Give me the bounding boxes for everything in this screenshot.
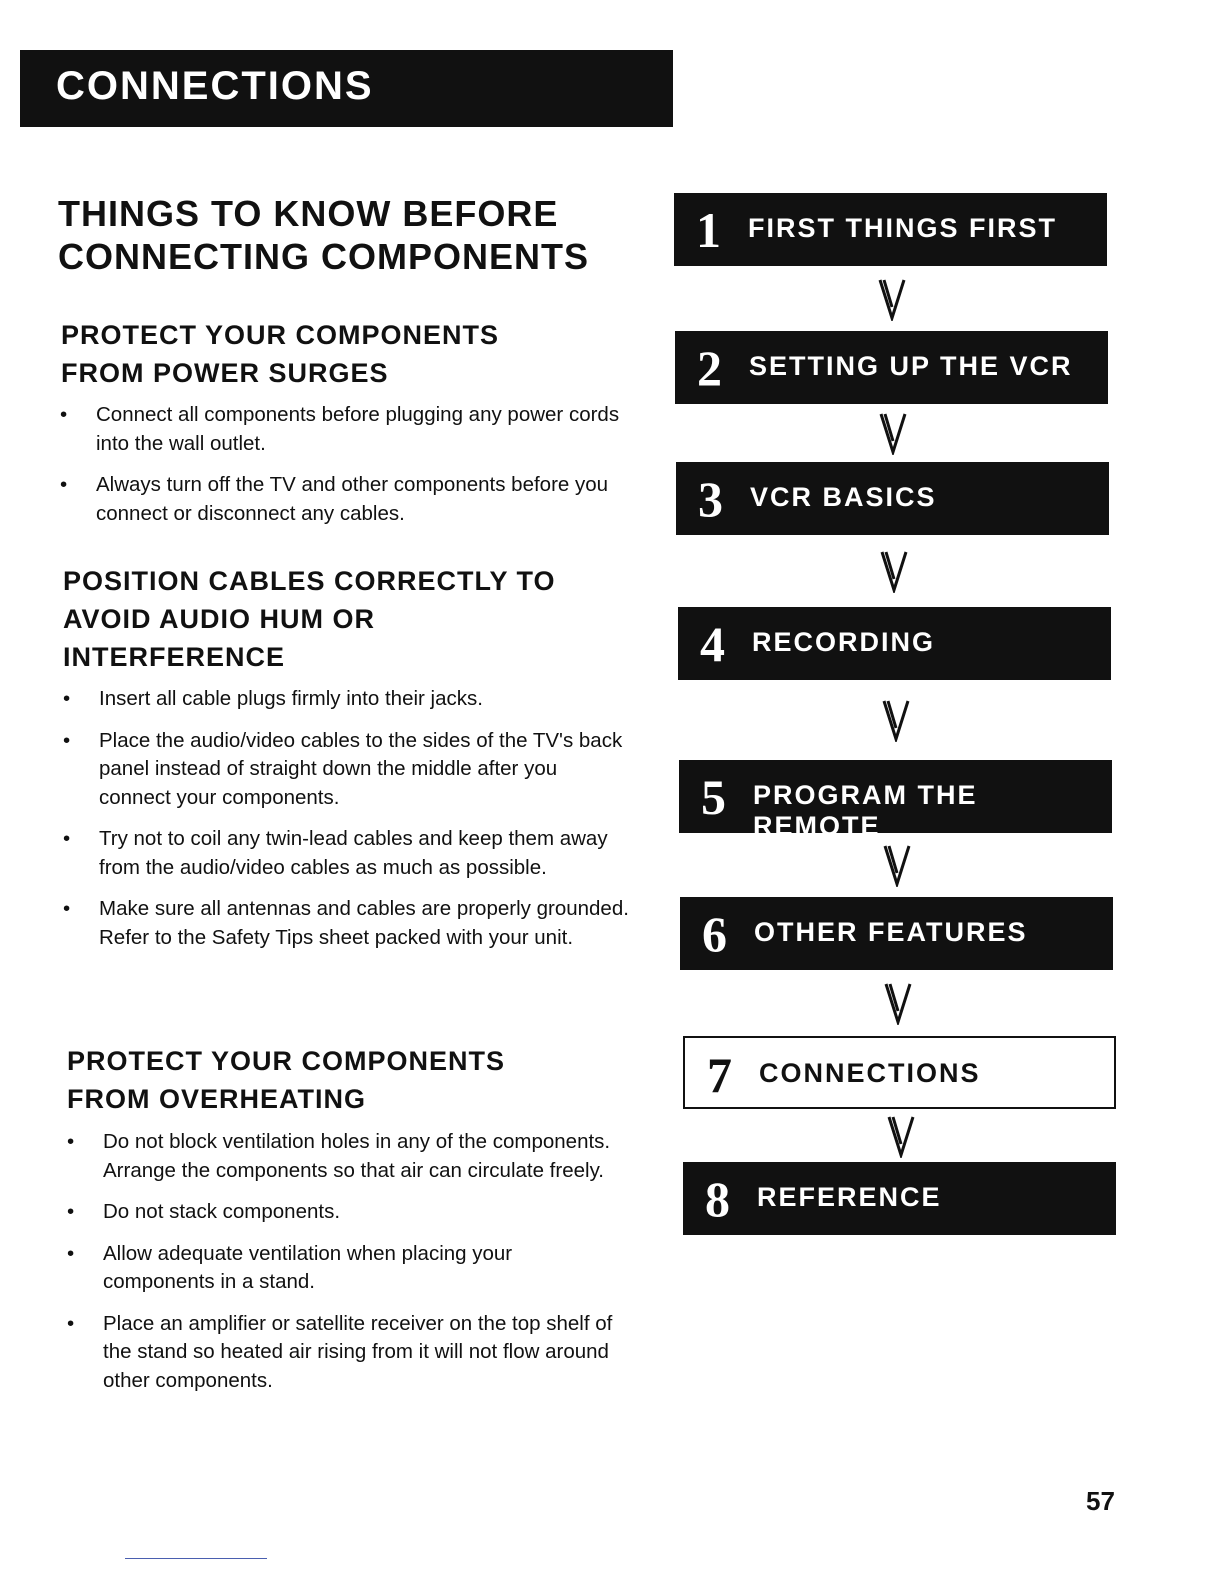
overheating-list — [67, 1128, 627, 1408]
chapter-title: CONNECTIONS — [56, 64, 374, 108]
chapter-step-2[interactable] — [675, 331, 1108, 404]
chapter-step-5[interactable] — [679, 760, 1112, 841]
chapter-step-7[interactable] — [683, 1036, 1116, 1109]
down-arrow-icon — [881, 698, 911, 742]
step-label: SETTING UP THE VCR — [749, 351, 1073, 381]
step-label: PROGRAM THE REMOTE — [753, 780, 978, 841]
list-item: • Make sure all antennas and cables are properly grounded. Refer to the Safety Tips sheet packed with your unit. — [63, 895, 633, 952]
step-number: 7 — [707, 1047, 732, 1103]
list-item: • Place an amplifier or satellite receiver on the top shelf of the stand so heated air rising from it will not flow around other components. — [67, 1310, 627, 1396]
page-number: 57 — [1086, 1486, 1115, 1516]
down-arrow-icon — [879, 549, 909, 593]
down-arrow-icon — [878, 411, 908, 455]
step-number: 2 — [697, 340, 722, 396]
chapter-header — [20, 50, 673, 127]
power-surges-list — [60, 401, 640, 541]
step-number: 5 — [701, 769, 726, 825]
page-title — [58, 192, 589, 278]
step-label: REFERENCE — [757, 1182, 942, 1212]
section-heading-power-surges — [61, 316, 499, 392]
page-title-line: THINGS TO KNOW BEFORE — [58, 193, 559, 234]
chapter-step-4[interactable] — [678, 607, 1111, 680]
page-title-line: CONNECTING COMPONENTS — [58, 236, 590, 277]
list-item: • Place the audio/video cables to the sides of the TV's back panel instead of straight down the middle after you connect your components. — [63, 727, 633, 813]
step-label: RECORDING — [752, 627, 936, 657]
step-number: 4 — [700, 616, 725, 672]
step-label: FIRST THINGS FIRST — [748, 213, 1057, 243]
heading-line: FROM POWER SURGES — [61, 358, 389, 388]
down-arrow-icon — [882, 843, 912, 887]
list-item: • Try not to coil any twin-lead cables and keep them away from the audio/video cables as much as possible. — [63, 825, 633, 882]
list-item: • Do not stack components. — [67, 1198, 627, 1227]
list-item: • Connect all components before plugging any power cords into the wall outlet. — [60, 401, 640, 458]
cables-list — [63, 685, 633, 965]
list-item: • Allow adequate ventilation when placing your components in a stand. — [67, 1240, 627, 1297]
step-label: OTHER FEATURES — [754, 917, 1028, 947]
chapter-step-6[interactable] — [680, 897, 1113, 970]
down-arrow-icon — [877, 277, 907, 321]
heading-line: AVOID AUDIO HUM OR — [63, 604, 375, 634]
heading-line: PROTECT YOUR COMPONENTS — [67, 1046, 506, 1076]
heading-line: FROM OVERHEATING — [67, 1084, 366, 1114]
step-number: 1 — [696, 202, 721, 258]
step-number: 6 — [702, 906, 727, 962]
section-heading-overheating — [67, 1042, 505, 1118]
step-number: 8 — [705, 1171, 730, 1227]
list-item: • Insert all cable plugs firmly into their jacks. — [63, 685, 633, 714]
list-item: • Do not block ventilation holes in any of the components. Arrange the components so that air can circulate freely. — [67, 1128, 627, 1185]
chapter-step-3[interactable] — [676, 462, 1109, 535]
chapter-step-8[interactable] — [683, 1162, 1116, 1235]
heading-line: POSITION CABLES CORRECTLY TO — [63, 566, 556, 596]
heading-line: PROTECT YOUR COMPONENTS — [61, 320, 500, 350]
list-item: • Always turn off the TV and other components before you connect or disconnect any cables. — [60, 471, 640, 528]
chapter-step-1[interactable] — [674, 193, 1107, 266]
step-label: CONNECTIONS — [759, 1058, 981, 1088]
step-label: VCR BASICS — [750, 482, 937, 512]
down-arrow-icon — [886, 1114, 916, 1158]
down-arrow-icon — [883, 981, 913, 1025]
heading-line: INTERFERENCE — [63, 642, 286, 672]
step-number: 3 — [698, 471, 723, 527]
section-heading-cables — [63, 562, 556, 676]
footer-rule — [125, 1558, 267, 1559]
